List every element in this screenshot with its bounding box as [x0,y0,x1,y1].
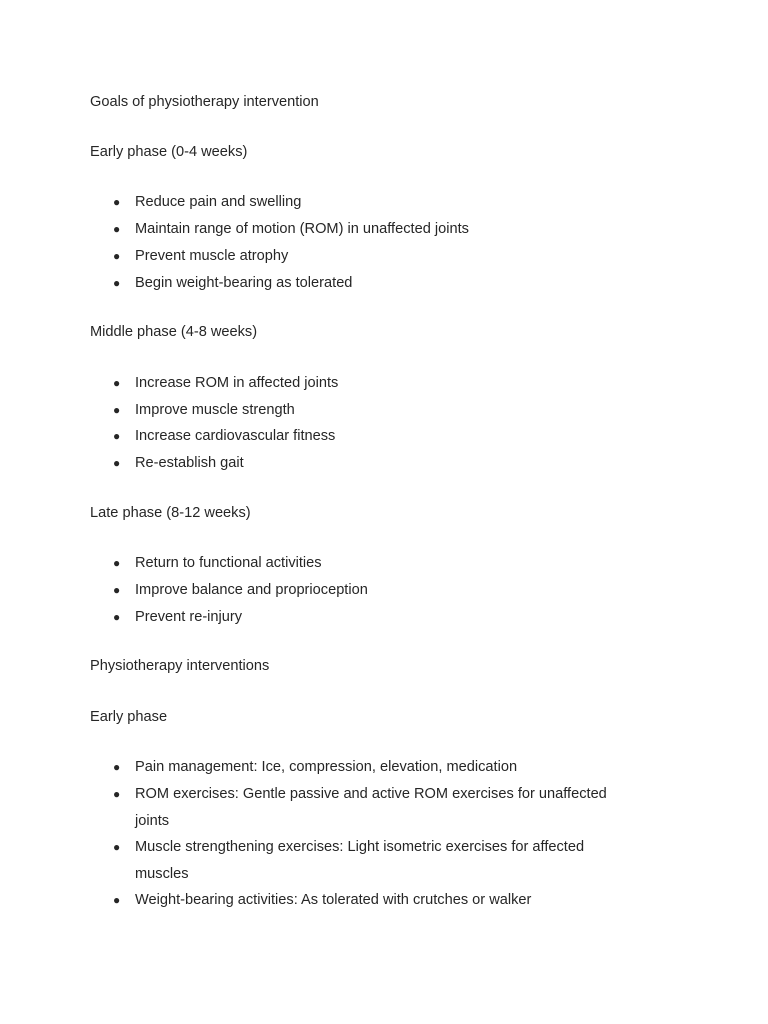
early-phase-heading: Early phase (0-4 weeks) [90,144,248,160]
list-item-text: Improve muscle strength [135,402,295,418]
bullet-icon: ● [113,456,121,470]
interventions-title: Physiotherapy interventions [90,658,270,674]
list-item-text: Reduce pain and swelling [135,194,302,210]
document-title: Goals of physiotherapy intervention [90,94,319,110]
bullet-icon: ● [113,403,121,417]
list-item-text: Muscle strengthening exercises: Light isometric exercises for affected muscles [135,839,585,882]
bullet-icon: ● [113,893,121,907]
list-item-text: Prevent muscle atrophy [135,248,289,264]
list-item-text: Weight-bearing activities: As tolerated with crutches or walker [135,892,532,908]
list-item-text: Maintain range of motion (ROM) in unaffected joints [135,221,469,237]
bullet-icon: ● [113,787,121,801]
late-phase-heading: Late phase (8-12 weeks) [90,505,251,521]
list-item-text: Increase cardiovascular fitness [135,428,336,444]
interventions-early-heading: Early phase [90,709,168,725]
list-item-text: Prevent re-injury [135,609,243,625]
list-item-text: Re-establish gait [135,455,244,471]
bullet-icon: ● [113,760,121,774]
bullet-icon: ● [113,583,121,597]
list-item-text: Increase ROM in affected joints [135,375,339,391]
bullet-icon: ● [113,195,121,209]
bullet-icon: ● [113,276,121,290]
bullet-icon: ● [113,429,121,443]
bullet-icon: ● [113,222,121,236]
bullet-icon: ● [113,376,121,390]
bullet-icon: ● [113,249,121,263]
list-item-text: Return to functional activities [135,555,322,571]
list-item-text: Pain management: Ice, compression, elevation, medication [135,759,518,775]
bullet-icon: ● [113,840,121,854]
list-item-text: ROM exercises: Gentle passive and active ROM exercises for unaffected joints [135,786,607,829]
list-item-text: Begin weight-bearing as tolerated [135,275,353,291]
list-item-text: Improve balance and proprioception [135,582,368,598]
middle-phase-heading: Middle phase (4-8 weeks) [90,324,258,340]
bullet-icon: ● [113,556,121,570]
bullet-icon: ● [113,610,121,624]
